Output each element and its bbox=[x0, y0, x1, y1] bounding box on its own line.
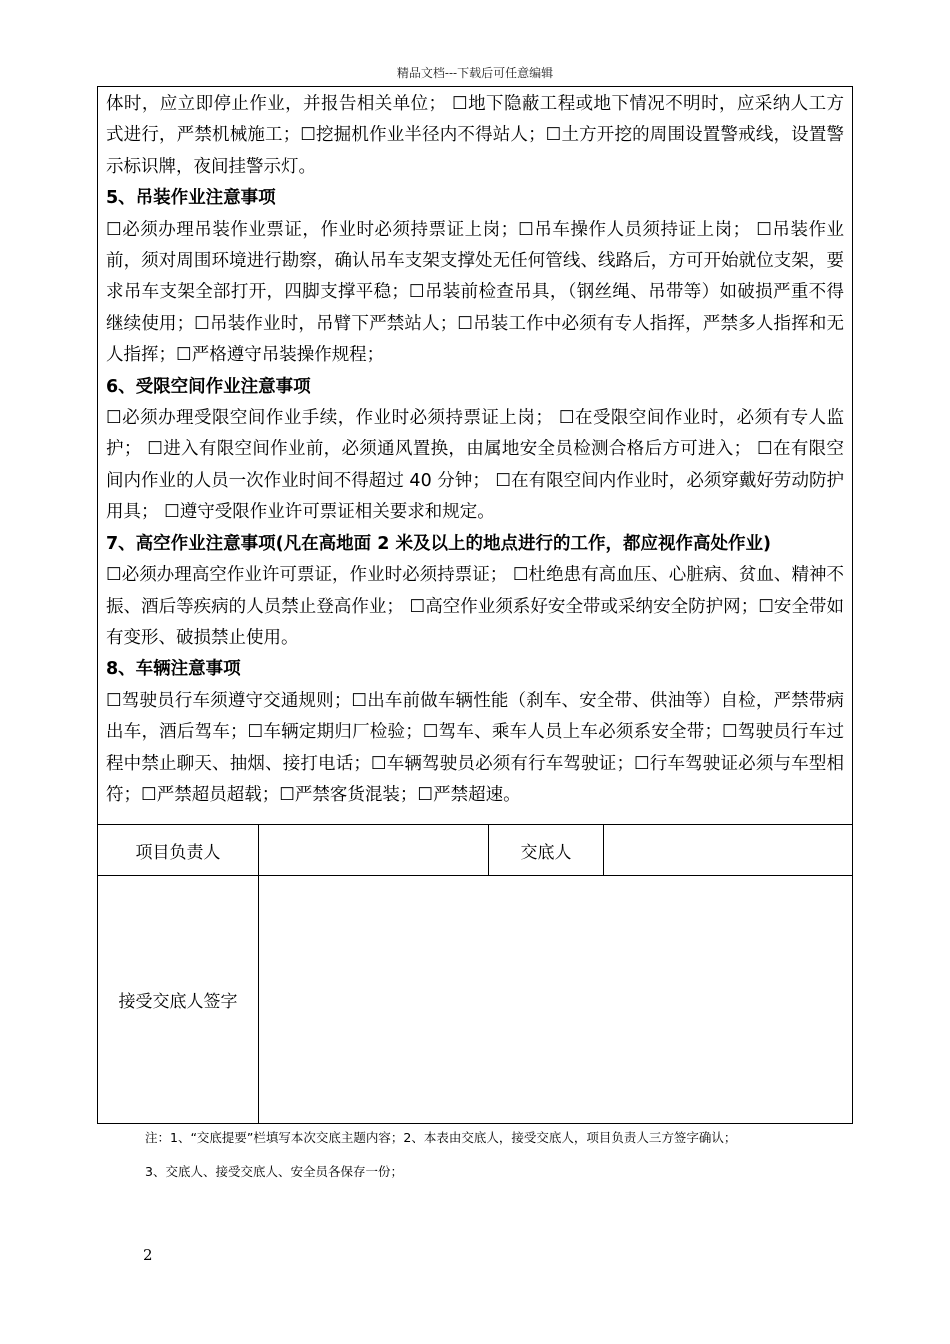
briefer-label: 交底人 bbox=[520, 842, 572, 863]
project-leader-field[interactable] bbox=[259, 825, 488, 875]
paragraph-lifting: ☐必须办理吊装作业票证，作业时必须持票证上岗；☐吊车操作人员须持证上岗； ☐吊装作业前，须对周围环境进行勘察，确认吊车支架支撑处无任何管线、线路后，方可开始就位支架，要求吊车支架全部打开，四脚支撑平稳；☐吊装前检查吊具，（钢丝绳、吊带等）如破损严重不得继续使用；☐吊装作业时，吊臂下严禁站人；☐吊装工作中必须有专人指挥，严禁多人指挥和无人指挥；☐严格遵守吊装操作规程； bbox=[106, 219, 844, 366]
note-line-1: 注：1、“交底提要”栏填写本次交底主题内容；2、本表由交底人，接受交底人，项目负责人三方签字确认； bbox=[145, 1130, 737, 1145]
paragraph-confined-space: ☐必须办理受限空间作业手续，作业时必须持票证上岗； ☐在受限空间作业时，必须有专人监护； ☐进入有限空间作业前，必须通风置换，由属地安全员检测合格后方可进入； ☐在有限空间内作业的人员一次作业时间不得超过 40 分钟； ☐在有限空间内作业时，必须穿戴好劳动防护用具； ☐遵守受限作业许可票证相关要求和规定。 bbox=[106, 408, 844, 523]
paragraph-vehicles: ☐驾驶员行车须遵守交通规则；☐出车前做车辆性能（刹车、安全带、供油等）自检，严禁带病出车，酒后驾车；☐车辆定期归厂检验；☐驾车、乘车人员上车必须系安全带；☐驾驶员行车过程中禁止聊天、抽烟、接打电话；☐车辆驾驶员必须有行车驾驶证；☐行车驾驶证必须与车型相符；☐严禁超员超载；☐严禁客货混装；☐严禁超速。 bbox=[106, 690, 844, 805]
heading-confined-space: 6、受限空间作业注意事项 bbox=[106, 376, 311, 397]
signature-row bbox=[98, 825, 852, 876]
disclosure-table bbox=[97, 86, 853, 1124]
heading-work-at-height: 7、高空作业注意事项(凡在高地面 2 米及以上的地点进行的工作，都应视作高处作业) bbox=[106, 533, 772, 554]
safety-content bbox=[98, 87, 852, 825]
receiver-row bbox=[98, 876, 852, 1123]
receiver-signature-field[interactable] bbox=[259, 876, 852, 1123]
note-line-2: 3、交底人、接受交底人、安全员各保存一份； bbox=[145, 1164, 403, 1179]
paragraph-work-at-height: ☐必须办理高空作业许可票证，作业时必须持票证； ☐杜绝患有高血压、心脏病、贫血、精神不振、酒后等疾病的人员禁止登高作业； ☐高空作业须系好安全带或采纳安全防护网；☐安全带如有变形、破损禁止使用。 bbox=[106, 565, 844, 648]
heading-vehicles: 8、车辆注意事项 bbox=[106, 659, 241, 680]
paragraph-excavation-cont: 体时，应立即停止作业，并报告相关单位； ☐地下隐蔽工程或地下情况不明时，应采纳人工方式进行，严禁机械施工；☐挖掘机作业半径内不得站人；☐土方开挖的周围设置警戒线，设置警示标识牌，夜间挂警示灯。 bbox=[106, 94, 844, 177]
briefer-field[interactable] bbox=[604, 825, 852, 875]
page-header: 精品文档---下载后可任意编辑 bbox=[396, 66, 554, 80]
heading-lifting: 5、吊装作业注意事项 bbox=[106, 188, 276, 209]
receiver-signature-label: 接受交底人签字 bbox=[118, 992, 238, 1012]
page-number: 2 bbox=[143, 1246, 153, 1264]
project-leader-label: 项目负责人 bbox=[135, 842, 221, 863]
